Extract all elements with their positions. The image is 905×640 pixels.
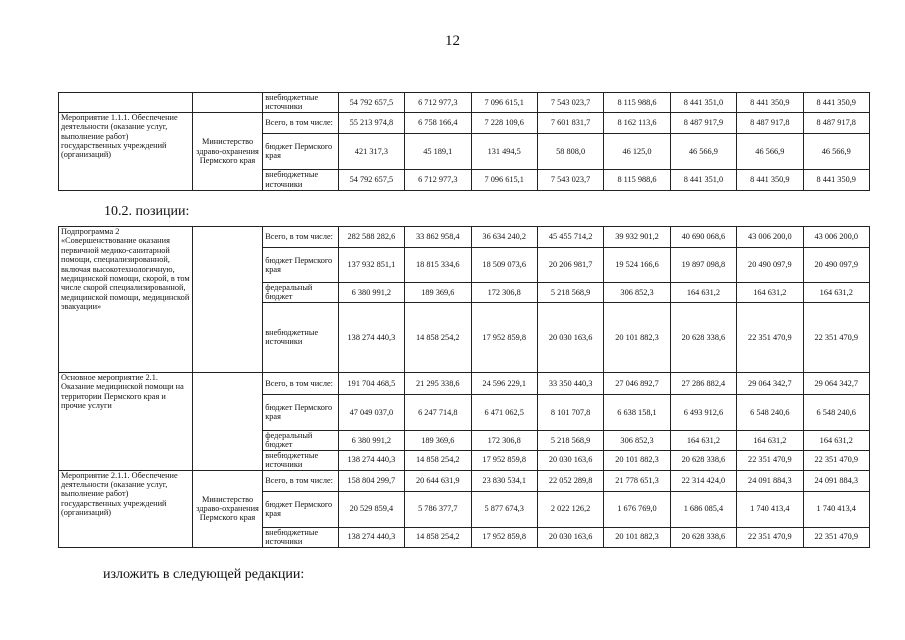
value-cell: 5 218 568,9	[537, 430, 603, 450]
value-cell: 6 712 977,3	[405, 93, 471, 113]
value-cell: 20 101 882,3	[604, 450, 670, 470]
responsible-cell: Министерство здраво-охранения Пермского края	[192, 470, 262, 547]
funding-source-cell: федеральный бюджет	[263, 283, 338, 303]
value-cell: 22 052 289,8	[537, 470, 603, 491]
value-cell: 22 351 470,9	[803, 302, 869, 372]
value-cell: 43 006 200,0	[803, 227, 869, 248]
footer-text: изложить в следующей редакции:	[103, 567, 305, 582]
value-cell: 6 380 991,2	[338, 283, 404, 303]
value-cell: 6 493 912,6	[670, 394, 736, 430]
value-cell: 40 690 068,6	[670, 227, 736, 248]
responsible-cell	[192, 372, 262, 470]
value-cell: 36 634 240,2	[471, 227, 537, 248]
value-cell: 20 101 882,3	[604, 527, 670, 547]
value-cell: 189 369,6	[405, 283, 471, 303]
value-cell: 14 858 254,2	[405, 527, 471, 547]
value-cell: 306 852,3	[604, 430, 670, 450]
funding-source-cell: внебюджетные источники	[263, 450, 338, 470]
value-cell: 8 115 988,6	[604, 169, 670, 190]
value-cell: 20 030 163,6	[537, 527, 603, 547]
value-cell: 23 830 534,1	[471, 470, 537, 491]
value-cell: 138 274 440,3	[338, 302, 404, 372]
value-cell: 33 350 440,3	[537, 372, 603, 394]
value-cell: 191 704 468,5	[338, 372, 404, 394]
value-cell: 29 064 342,7	[737, 372, 803, 394]
value-cell: 22 314 424,0	[670, 470, 736, 491]
value-cell: 20 628 338,6	[670, 450, 736, 470]
table-row	[59, 93, 870, 113]
value-cell: 189 369,6	[405, 430, 471, 450]
value-cell: 172 306,8	[471, 430, 537, 450]
responsible-cell	[192, 227, 262, 373]
value-cell: 22 351 470,9	[803, 450, 869, 470]
value-cell: 19 524 166,6	[604, 248, 670, 283]
top-budget-table	[58, 92, 870, 191]
value-cell: 306 852,3	[604, 283, 670, 303]
value-cell: 20 206 981,7	[537, 248, 603, 283]
value-cell: 164 631,2	[670, 430, 736, 450]
value-cell: 29 064 342,7	[803, 372, 869, 394]
value-cell: 5 877 674,3	[471, 491, 537, 527]
funding-source-cell: внебюджетные источники	[263, 93, 338, 113]
value-cell: 45 189,1	[405, 133, 471, 169]
section-heading: 10.2. позиции:	[104, 204, 190, 219]
value-cell: 20 101 882,3	[604, 302, 670, 372]
value-cell: 18 509 073,6	[471, 248, 537, 283]
value-cell: 20 644 631,9	[405, 470, 471, 491]
value-cell: 2 022 126,2	[537, 491, 603, 527]
value-cell: 7 543 023,7	[537, 169, 603, 190]
funding-source-cell: бюджет Пермского края	[263, 394, 338, 430]
value-cell: 8 441 351,0	[670, 93, 736, 113]
value-cell: 6 247 714,8	[405, 394, 471, 430]
value-cell: 45 455 714,2	[537, 227, 603, 248]
value-cell: 24 596 229,1	[471, 372, 537, 394]
value-cell: 8 441 350,9	[803, 169, 869, 190]
value-cell: 138 274 440,3	[338, 450, 404, 470]
value-cell: 27 286 882,4	[670, 372, 736, 394]
value-cell: 6 758 166,4	[405, 112, 471, 133]
value-cell: 7 601 831,7	[537, 112, 603, 133]
value-cell: 8 441 351,0	[670, 169, 736, 190]
responsible-cell: Министерство здраво-охранения Пермского края	[192, 112, 262, 190]
value-cell: 6 638 158,1	[604, 394, 670, 430]
value-cell: 164 631,2	[737, 430, 803, 450]
funding-source-cell: Всего, в том числе:	[263, 372, 338, 394]
value-cell: 20 030 163,6	[537, 450, 603, 470]
value-cell: 164 631,2	[670, 283, 736, 303]
funding-source-cell: федеральный бюджет	[263, 430, 338, 450]
value-cell: 20 529 859,4	[338, 491, 404, 527]
value-cell: 6 380 991,2	[338, 430, 404, 450]
value-cell: 5 218 568,9	[537, 283, 603, 303]
value-cell: 24 091 884,3	[803, 470, 869, 491]
value-cell: 17 952 859,8	[471, 302, 537, 372]
value-cell: 54 792 657,5	[338, 93, 404, 113]
value-cell: 21 295 338,6	[405, 372, 471, 394]
funding-source-cell: бюджет Пермского края	[263, 248, 338, 283]
value-cell: 158 804 299,7	[338, 470, 404, 491]
value-cell: 8 441 350,9	[737, 169, 803, 190]
table-row	[59, 227, 870, 248]
funding-source-cell: бюджет Пермского края	[263, 133, 338, 169]
value-cell: 5 786 377,7	[405, 491, 471, 527]
value-cell: 8 487 917,9	[670, 112, 736, 133]
funding-source-cell: бюджет Пермского края	[263, 491, 338, 527]
value-cell: 6 548 240,6	[803, 394, 869, 430]
funding-source-cell: Всего, в том числе:	[263, 227, 338, 248]
value-cell: 58 808,0	[537, 133, 603, 169]
value-cell: 20 628 338,6	[670, 302, 736, 372]
value-cell: 47 049 037,0	[338, 394, 404, 430]
funding-source-cell: Всего, в том числе:	[263, 112, 338, 133]
value-cell: 54 792 657,5	[338, 169, 404, 190]
value-cell: 33 862 958,4	[405, 227, 471, 248]
value-cell: 8 441 350,9	[803, 93, 869, 113]
program-name-cell: Подпрограмма 2 «Совершенствование оказания первичной медико-санитарной помощи, специализированной, включая высокотехнологичную, медицинской помощи, скорой, в том числе скорой специализированной, медицинской помощи, медицинской эвакуации»	[59, 227, 193, 373]
value-cell: 17 952 859,8	[471, 450, 537, 470]
value-cell: 18 815 334,6	[405, 248, 471, 283]
value-cell: 22 351 470,9	[737, 302, 803, 372]
value-cell: 43 006 200,0	[737, 227, 803, 248]
value-cell: 22 351 470,9	[803, 527, 869, 547]
page-number: 12	[445, 33, 460, 49]
value-cell: 17 952 859,8	[471, 527, 537, 547]
program-name-cell: Мероприятие 2.1.1. Обеспечение деятельности (оказание услуг, выполнение работ) государственных учреждений (организаций)	[59, 470, 193, 547]
value-cell: 6 471 062,5	[471, 394, 537, 430]
value-cell: 8 441 350,9	[737, 93, 803, 113]
value-cell: 14 858 254,2	[405, 450, 471, 470]
value-cell: 6 712 977,3	[405, 169, 471, 190]
value-cell: 1 740 413,4	[803, 491, 869, 527]
value-cell: 22 351 470,9	[737, 527, 803, 547]
value-cell: 1 686 085,4	[670, 491, 736, 527]
value-cell: 164 631,2	[803, 430, 869, 450]
value-cell: 55 213 974,8	[338, 112, 404, 133]
value-cell: 24 091 884,3	[737, 470, 803, 491]
value-cell: 20 490 097,9	[737, 248, 803, 283]
value-cell: 8 162 113,6	[604, 112, 670, 133]
value-cell: 8 487 917,8	[737, 112, 803, 133]
value-cell: 22 351 470,9	[737, 450, 803, 470]
value-cell: 164 631,2	[803, 283, 869, 303]
value-cell: 131 494,5	[471, 133, 537, 169]
measure-name-cell: Мероприятие 1.1.1. Обеспечение деятельности (оказание услуг, выполнение работ) государственных учреждений (организаций)	[59, 112, 193, 190]
value-cell: 21 778 651,3	[604, 470, 670, 491]
value-cell: 46 125,0	[604, 133, 670, 169]
value-cell: 138 274 440,3	[338, 527, 404, 547]
value-cell: 7 543 023,7	[537, 93, 603, 113]
table-row	[59, 112, 870, 133]
value-cell: 421 317,3	[338, 133, 404, 169]
funding-source-cell: внебюджетные источники	[263, 169, 338, 190]
value-cell: 46 566,9	[670, 133, 736, 169]
value-cell: 1 740 413,4	[737, 491, 803, 527]
table-row	[59, 470, 870, 491]
value-cell: 14 858 254,2	[405, 302, 471, 372]
value-cell: 6 548 240,6	[737, 394, 803, 430]
value-cell: 164 631,2	[737, 283, 803, 303]
measure-name-cell	[59, 93, 193, 113]
table-row	[59, 372, 870, 394]
value-cell: 8 487 917,8	[803, 112, 869, 133]
responsible-cell	[192, 93, 262, 113]
value-cell: 7 096 615,1	[471, 169, 537, 190]
value-cell: 19 897 098,8	[670, 248, 736, 283]
value-cell: 20 030 163,6	[537, 302, 603, 372]
value-cell: 39 932 901,2	[604, 227, 670, 248]
main-budget-table	[58, 226, 870, 548]
value-cell: 7 096 615,1	[471, 93, 537, 113]
value-cell: 1 676 769,0	[604, 491, 670, 527]
funding-source-cell: внебюджетные источники	[263, 527, 338, 547]
funding-source-cell: внебюджетные источники	[263, 302, 338, 372]
value-cell: 7 228 109,6	[471, 112, 537, 133]
value-cell: 172 306,8	[471, 283, 537, 303]
value-cell: 27 046 892,7	[604, 372, 670, 394]
value-cell: 8 101 707,8	[537, 394, 603, 430]
value-cell: 8 115 988,6	[604, 93, 670, 113]
value-cell: 46 566,9	[803, 133, 869, 169]
funding-source-cell: Всего, в том числе:	[263, 470, 338, 491]
value-cell: 137 932 851,1	[338, 248, 404, 283]
value-cell: 282 588 282,6	[338, 227, 404, 248]
value-cell: 20 490 097,9	[803, 248, 869, 283]
program-name-cell: Основное мероприятие 2.1. Оказание медицинской помощи на территории Пермского края и прочие услуги	[59, 372, 193, 470]
value-cell: 20 628 338,6	[670, 527, 736, 547]
value-cell: 46 566,9	[737, 133, 803, 169]
